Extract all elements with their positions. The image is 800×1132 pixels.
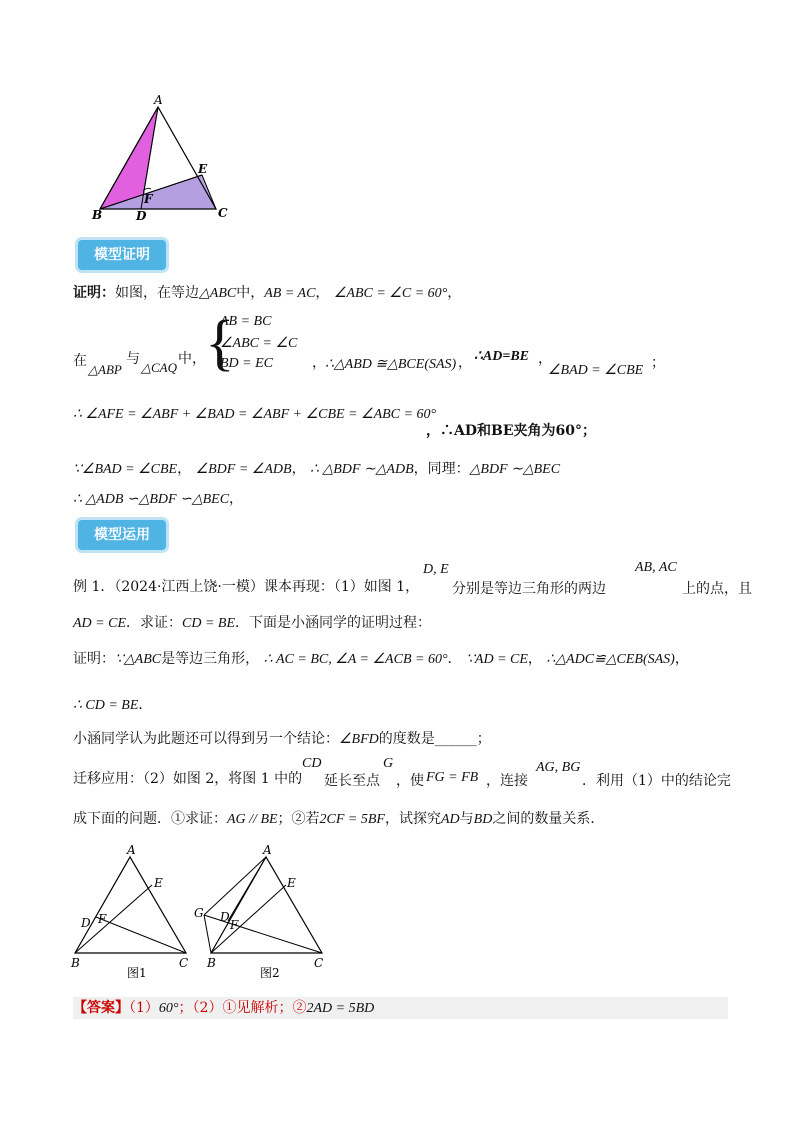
ad-equals-be: ∴AD=BE: [474, 349, 530, 364]
text: 分别是等边三角形的两边: [452, 581, 606, 597]
example-line-3: [73, 650, 689, 669]
text: 如图，在等边: [115, 285, 199, 301]
text: ．求证：: [126, 615, 182, 631]
fg-equals-fb: FG = FB: [426, 770, 479, 785]
segment-bg: [204, 915, 211, 953]
text: ，: [177, 461, 192, 477]
math: ∠ABC = ∠C = 60°: [333, 286, 448, 301]
text: ，: [229, 491, 244, 507]
proof-label: 证明：: [73, 285, 115, 301]
segment-cd: [96, 917, 186, 953]
text: ，: [527, 651, 542, 667]
math: ∴ △BDF ∼△ADB: [310, 462, 414, 477]
sides-ab-ac: AB, AC: [635, 560, 677, 575]
example-line-7: [73, 810, 604, 829]
answer-bar: [73, 997, 728, 1019]
answer-part: （1）: [129, 1000, 159, 1016]
answer-blank: 的度数是______；: [378, 731, 491, 747]
text: ；②若: [277, 811, 320, 827]
point-g: G: [383, 756, 394, 771]
tri-abp: △ABP: [88, 362, 122, 377]
caption-fig1: 图1: [127, 966, 147, 980]
example-line-1: [73, 578, 419, 596]
segment-ag: [204, 857, 266, 915]
label-a: A: [154, 95, 163, 107]
text: ．: [447, 651, 462, 667]
text: 是等边三角形，: [161, 651, 260, 667]
math: ∵AD = CE: [466, 652, 528, 667]
math: ∵∠BAD = ∠CBE: [73, 462, 178, 477]
label-d: D: [81, 916, 91, 930]
top-triangle-figure: [90, 95, 230, 225]
text: ，试探究: [385, 811, 441, 827]
proof-line-3: ∴ ∠AFE = ∠ABF + ∠BAD = ∠ABF + ∠CBE = ∠ABC = 60°: [73, 407, 437, 422]
text: ，: [291, 461, 306, 477]
text: ，连接: [486, 773, 528, 789]
congruence-statement: ∴△ABD ≅△BCE(SAS): [325, 357, 457, 372]
text: 上的点，且: [682, 581, 752, 597]
label-b: B: [92, 208, 103, 222]
comma: ，: [538, 351, 552, 367]
proof-line-5: [73, 490, 243, 509]
label-f: F: [230, 918, 239, 932]
math: ∴ AC = BC, ∠A = ∠ACB = 60°: [263, 652, 448, 667]
comma: ，: [312, 355, 326, 371]
label-c: C: [179, 956, 189, 970]
segment-cd: CD: [302, 756, 322, 771]
example-line-6: [73, 770, 302, 788]
text: 之间的数量关系．: [492, 811, 605, 827]
math: 2CF = 5BF: [319, 812, 385, 827]
text: ，使: [396, 773, 424, 789]
math: ∵△ABC: [115, 652, 162, 667]
text: 例 1．（2024·江西上饶·一模）课本再现：（1）如图 1，: [73, 579, 420, 595]
math: ∴△ADC≌△CEB(SAS): [546, 652, 675, 667]
text: ．: [138, 697, 153, 713]
text: 延长至点: [324, 773, 380, 789]
segment-af: [228, 857, 266, 921]
math: △BDF ∼△BEC: [469, 462, 561, 477]
math: ∠BFD: [339, 732, 379, 747]
label-e: E: [198, 162, 208, 176]
answer-part: ；（2）①见解析；②: [178, 1000, 307, 1016]
label-b: B: [71, 956, 80, 970]
and-label: 与: [126, 351, 140, 367]
example-line-2: [73, 614, 431, 633]
section-badge-model-proof: 模型证明: [78, 240, 166, 270]
label-c: C: [314, 956, 324, 970]
proof-line-3b: ，∴AD和BE夹角为60°；: [426, 423, 596, 439]
text: ，同理：: [413, 461, 470, 477]
figure-2: [188, 845, 328, 980]
math: ∴ △ADB ∽△BDF ∽△BEC: [73, 492, 230, 507]
proof-line-4: [73, 460, 560, 479]
math: AB = AC: [264, 286, 316, 301]
text: 迁移应用：（2）如图 2，将图 1 中的: [73, 771, 303, 787]
sys-line-2: ∠ABC = ∠C: [220, 336, 298, 351]
semicolon: ；: [651, 355, 665, 371]
math: △ABC: [199, 286, 237, 301]
label-d: D: [220, 910, 230, 924]
answer-value-1: 60°: [158, 1001, 179, 1016]
label-f: F: [98, 912, 107, 926]
label-c: C: [218, 206, 228, 220]
text: 中，: [236, 285, 265, 301]
math: AD: [441, 812, 460, 827]
label-d: D: [136, 209, 147, 223]
math: CD = BE: [182, 616, 235, 631]
text: ，: [447, 285, 462, 301]
math: ∴ CD = BE: [73, 698, 139, 713]
caption-fig2: 图2: [260, 966, 280, 980]
angle-bad-cbe: ∠BAD = ∠CBE: [548, 363, 644, 378]
text: ．下面是小涵同学的证明过程：: [235, 615, 431, 631]
answer-value-2: 2AD = 5BD: [306, 1001, 375, 1016]
system-brace: {: [205, 309, 235, 377]
zhong-label: 中，: [178, 351, 206, 367]
points-de: D, E: [423, 562, 449, 577]
label-a: A: [127, 845, 136, 857]
math: BD: [473, 812, 493, 827]
math: AG // BE: [227, 812, 278, 827]
answer-tag: 【答案】: [73, 1000, 129, 1016]
figure-1: [65, 845, 200, 980]
math: AD = CE: [73, 616, 126, 631]
example-line-5: [73, 730, 491, 749]
label-e: E: [287, 876, 296, 890]
label-g: G: [194, 906, 204, 920]
label-e: E: [154, 876, 163, 890]
tri-caq: △CAQ: [141, 360, 177, 375]
triangle-abc: [211, 857, 322, 953]
proof-line-1: [73, 284, 461, 303]
label-b: B: [207, 956, 216, 970]
section-badge-model-use: 模型运用: [78, 520, 166, 550]
text: 小涵同学认为此题还可以得到另一个结论：: [73, 731, 339, 747]
text: 证明：: [73, 651, 115, 667]
text: 与: [459, 811, 474, 827]
text: 成下面的问题．①求证：: [73, 811, 227, 827]
text: ，: [674, 651, 689, 667]
comma: ，: [458, 355, 472, 371]
in-label: 在: [73, 353, 87, 369]
segments-ag-bg: AG, BG: [536, 760, 581, 775]
text: ，: [315, 285, 330, 301]
example-line-4: [73, 696, 152, 715]
math: ∠BDF = ∠ADB: [195, 462, 292, 477]
text: ．利用（1）中的结论完: [582, 773, 731, 789]
sys-line-1: AB = BC: [220, 314, 272, 329]
sys-line-3: BD = EC: [220, 356, 273, 371]
label-f: F: [144, 192, 153, 206]
label-a: A: [263, 845, 272, 857]
